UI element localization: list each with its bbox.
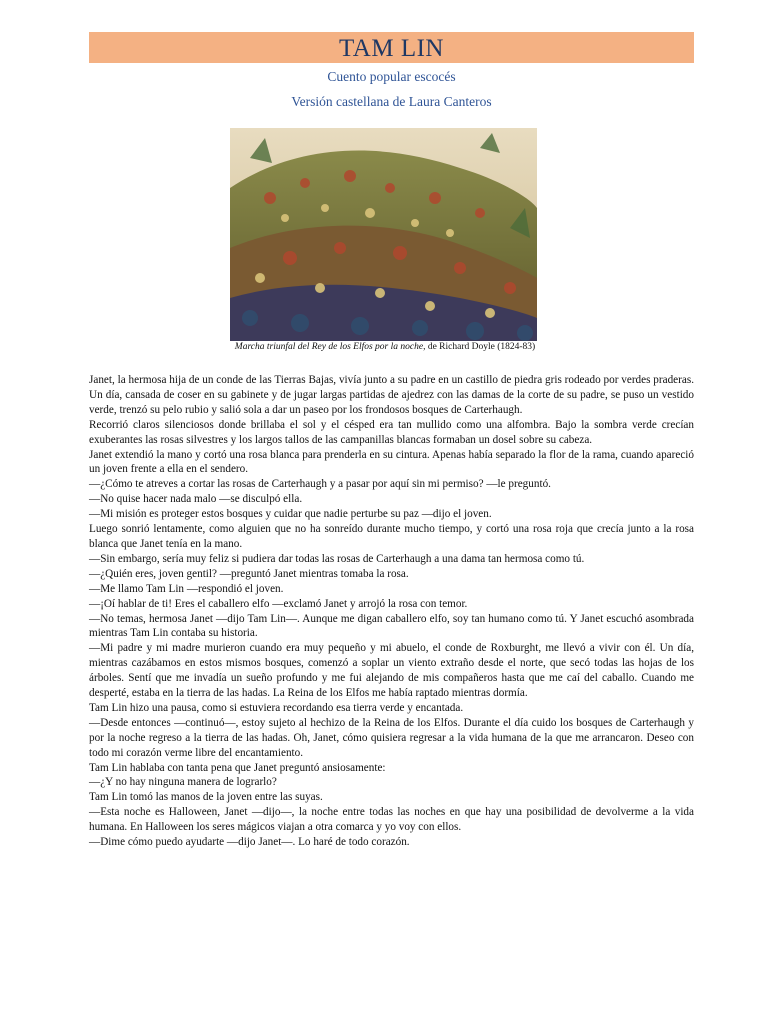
figure-caption bbox=[150, 342, 620, 352]
paragraph: —Sin embargo, sería muy feliz si pudiera dar todas las rosas de Carterhaugh a una dama tan hermosa como tú. bbox=[89, 552, 585, 565]
paragraph: Tam Lin hablaba con tanta pena que Janet preguntó ansiosamente: bbox=[89, 761, 386, 774]
paragraph: Recorrió claros silenciosos donde brillaba el sol y el césped era tan mullido como una alfombra. Bajo la sombra verde crecían exuberantes las rosas silvestres y los largos tallos de las campanillas blancas formaban un dosel sobre su cabeza. bbox=[89, 418, 694, 446]
paragraph: —Dime cómo puedo ayudarte —dijo Janet—. Lo haré de todo corazón. bbox=[89, 836, 410, 849]
paragraph: —Mi padre y mi madre murieron cuando era muy pequeño y mi abuelo, el conde de Roxburght, me llevó a vivir con él. Un día, mientras cazábamos en estos mismos bosques, comenzó a soplar un viento extraño desde el norte, que secó todas las hojas de los árboles. Sentí que me invadía un sueño profundo y me fui alejando de mis compañeros hasta que me caí del caballo. Cuando me desperté, estaba en la tierra de las hadas. La Reina de los Elfos me había raptado mientras dormía. bbox=[89, 642, 694, 700]
subtitle: Cuento popular escocés bbox=[327, 69, 456, 84]
paragraph: Tam Lin hizo una pausa, como si estuviera recordando esa tierra verde y encantada. bbox=[89, 701, 464, 714]
paragraph: —¿Y no hay ninguna manera de lograrlo? bbox=[89, 776, 277, 789]
paragraph: Tam Lin tomó las manos de la joven entre las suyas. bbox=[89, 791, 323, 804]
paragraph: —Mi misión es proteger estos bosques y cuidar que nadie perturbe su paz —dijo el joven. bbox=[89, 508, 492, 521]
paragraph: —Desde entonces —continuó—, estoy sujeto al hechizo de la Reina de los Elfos. Durante el día cuido los bosques de Carterhaugh y por la noche regreso a la tierra de las hadas. Oh, Janet, cómo quisiera regresar a la vida humana de la que me arrancaron. Deseo con todo mi corazón verme libre del encantamiento. bbox=[89, 716, 694, 759]
paragraph: —No quise hacer nada malo —se disculpó ella. bbox=[89, 493, 303, 506]
paragraph: —¿Quién eres, joven gentil? —preguntó Janet mientras tomaba la rosa. bbox=[89, 567, 409, 580]
paragraph: —¿Cómo te atreves a cortar las rosas de Carterhaugh y a pasar por aquí sin mi permiso? —le preguntó. bbox=[89, 478, 551, 491]
paragraph: Luego sonrió lentamente, como alguien que no ha sonreído durante mucho tiempo, y cortó una rosa roja que crecía junto a la rosa blanca que Janet tenía en la mano. bbox=[89, 523, 694, 550]
paragraph: —No temas, hermosa Janet —dijo Tam Lin—. Aunque me digan caballero elfo, soy tan humano como tú. Y Janet escuchó asombrada mientras Tam Lin contaba su historia. bbox=[89, 612, 694, 640]
paragraph: —Esta noche es Halloween, Janet —dijo—, la noche entre todas las noches en que hay una posibilidad de devolverme a la vida humana. En Halloween los seres mágicos viajan a otra comarca y yo voy con ellos. bbox=[89, 806, 694, 834]
story-body bbox=[89, 373, 694, 850]
paragraph: —Me llamo Tam Lin —respondió el joven. bbox=[89, 582, 284, 595]
paragraph: Janet extendió la mano y cortó una rosa blanca para prenderla en su cintura. Apenas había separado la flor de la rama, cuando apareció un joven frente a ella en el sendero. bbox=[89, 448, 694, 476]
caption-credit: de Richard Doyle (1824-83) bbox=[425, 342, 536, 352]
paragraph: Janet, la hermosa hija de un conde de las Tierras Bajas, vivía junto a su padre en un castillo de piedra gris rodeado por verdes praderas. Un día, cansada de coser en su gabinete y de jugar largas partidas de ajedrez con las damas de la corte de su padre, se puso un vestido verde, trenzó su pelo rubio y salió sola a dar un paseo por los frondosos bosques de Carterhaugh. bbox=[89, 374, 694, 416]
illustration-image bbox=[230, 128, 537, 341]
title-banner bbox=[89, 32, 694, 63]
paragraph: —¡Oí hablar de ti! Eres el caballero elfo —exclamó Janet y arrojó la rosa con temor. bbox=[89, 597, 468, 610]
version-credit: Versión castellana de Laura Canteros bbox=[291, 94, 492, 109]
caption-title: Marcha triunfal del Rey de los Elfos por la noche, bbox=[234, 342, 426, 352]
page-title: TAM LIN bbox=[339, 35, 444, 62]
